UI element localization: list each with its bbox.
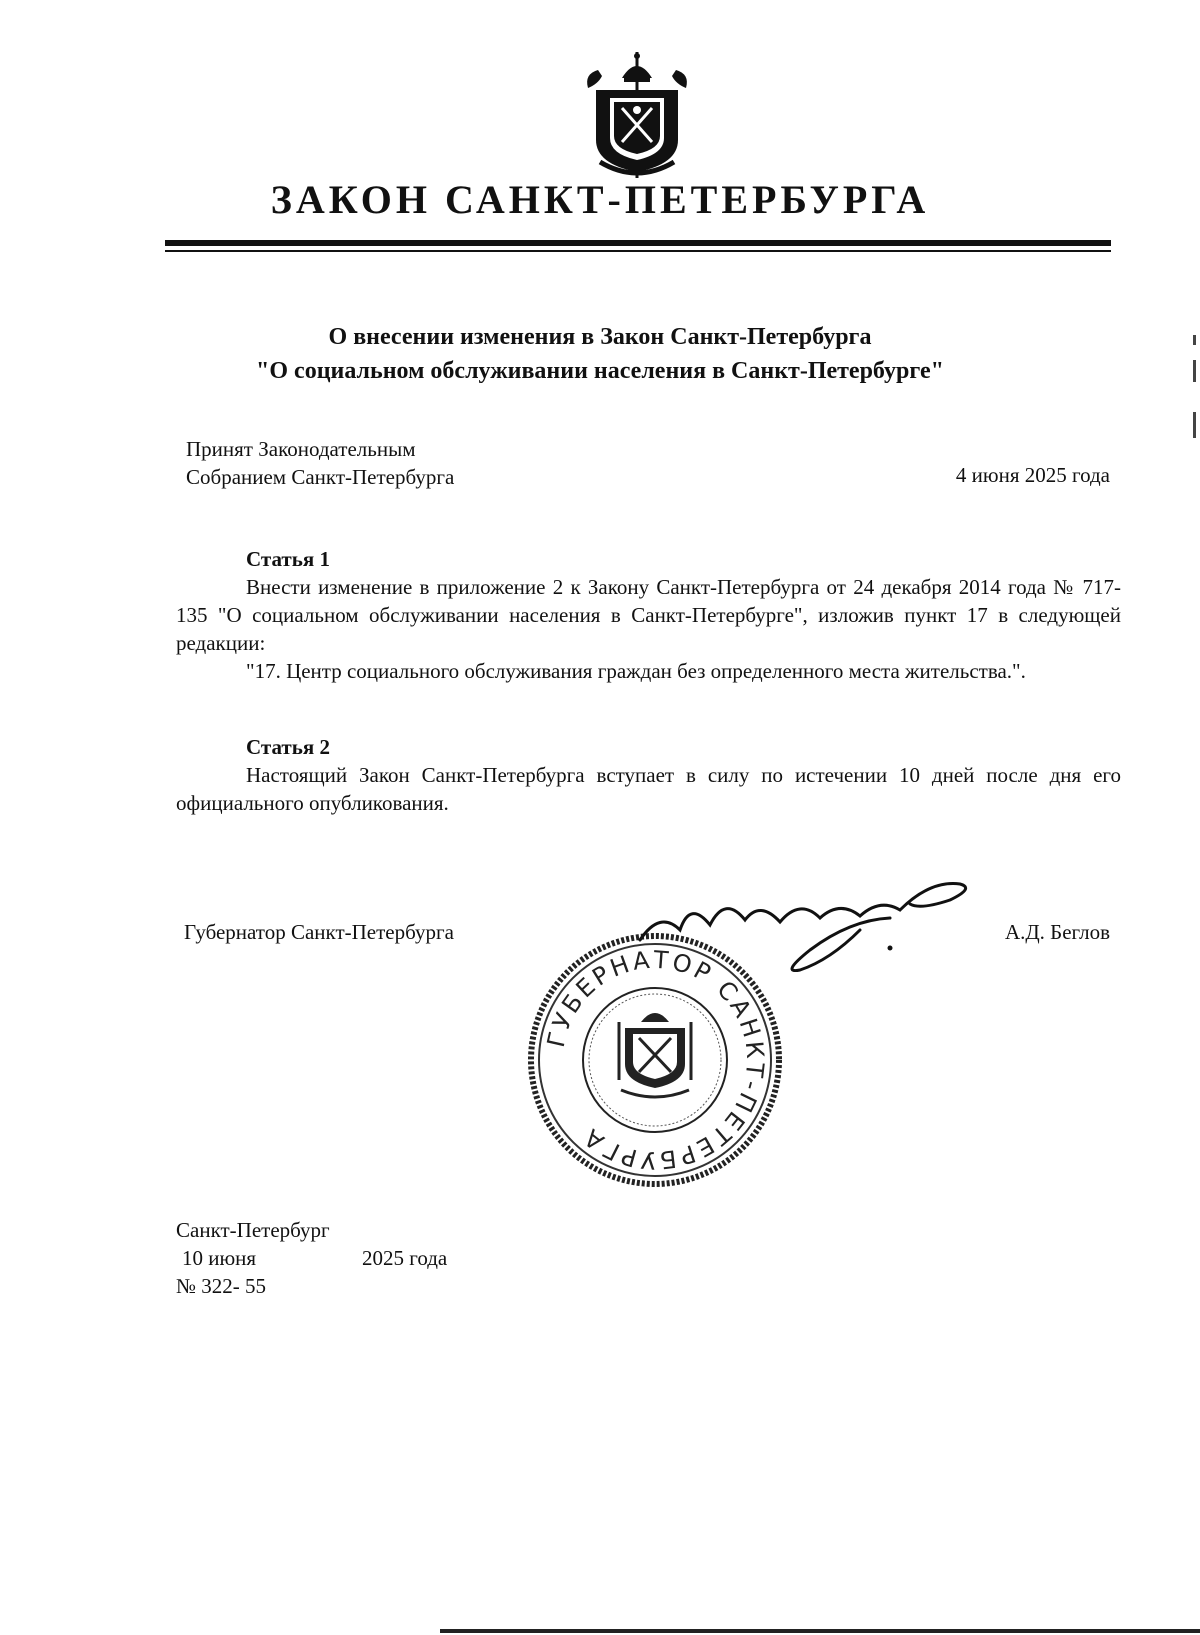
scan-mark	[1193, 335, 1196, 345]
law-title: ЗАКОН САНКТ-ПЕТЕРБУРГА	[270, 177, 930, 222]
article-2	[176, 733, 1121, 817]
subject-line-1: О внесении изменения в Закон Санкт-Петербурга	[328, 324, 872, 350]
coat-of-arms-icon	[578, 50, 696, 180]
article-paragraph: "17. Центр социального обслуживания граждан без определенного места жительства.".	[246, 659, 1026, 683]
seal-text: ГУБЕРНАТОР САНКТ-ПЕТЕРБУРГА	[541, 945, 770, 1175]
scan-mark	[1193, 360, 1196, 382]
seal-emblem-icon	[619, 1013, 691, 1097]
scan-bottom-edge	[440, 1629, 1200, 1633]
signing-date	[176, 1244, 447, 1272]
adoption-date: 4 июня 2025 года	[955, 463, 1110, 487]
article-paragraph: Внести изменение в приложение 2 к Закону Санкт-Петербурга от 24 декабря 2014 года № 717-135 "О социальном обслуживании населения в Санкт-Петербурге", изложив пункт 17 в следующей редакции:	[176, 575, 1121, 655]
signing-date-year: 2025 года	[362, 1246, 448, 1270]
article-1	[176, 545, 1121, 685]
adoption-line-1: Принят Законодательным	[186, 437, 416, 461]
title-divider-thick	[165, 240, 1111, 246]
article-paragraph: Настоящий Закон Санкт-Петербурга вступает в силу по истечении 10 дней после дня его официального опубликования.	[176, 763, 1121, 815]
subject-line-2: "О социальном обслуживании населения в Санкт-Петербурге"	[256, 358, 944, 384]
signatory-title: Губернатор Санкт-Петербурга	[184, 920, 454, 944]
handwritten-signature	[630, 870, 990, 980]
adoption-info	[186, 435, 454, 491]
law-number: № 322- 55	[176, 1274, 267, 1298]
title-divider-thin	[165, 250, 1111, 252]
signatory-name: А.Д. Беглов	[1004, 920, 1110, 944]
adoption-line-2: Собранием Санкт-Петербурга	[186, 465, 455, 489]
scan-mark	[1193, 412, 1196, 438]
article-heading: Статья 2	[246, 735, 330, 759]
law-subject	[0, 320, 1200, 388]
signing-city: Санкт-Петербург	[176, 1218, 330, 1242]
signing-details	[176, 1216, 447, 1300]
signing-date-day: 10 июня	[182, 1246, 257, 1270]
article-heading: Статья 1	[246, 547, 330, 571]
